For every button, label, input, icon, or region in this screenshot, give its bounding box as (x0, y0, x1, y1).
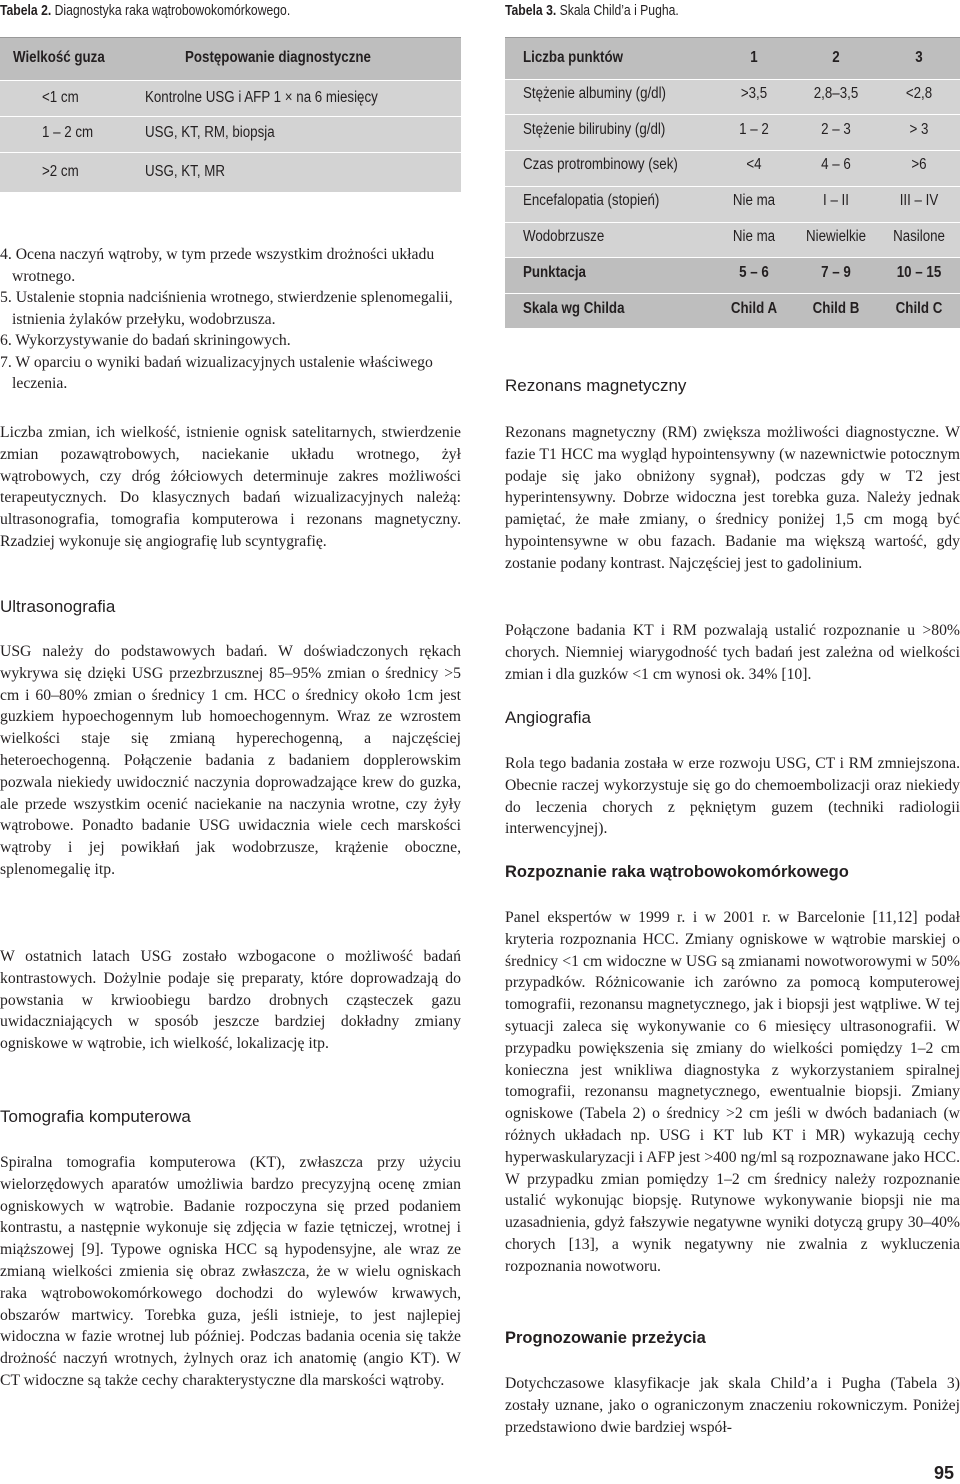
table2-header-procedure: Postępowanie diagnostyczne (185, 49, 371, 66)
heading-mri: Rezonans magnetyczny (505, 376, 687, 395)
table3-caption: Tabela 3. Skala Child’a i Pugha. (505, 3, 679, 19)
list-item: 6. Wykorzystywanie do badań skriningowych. (0, 332, 291, 349)
table3-cell: Niewielkie (805, 228, 867, 245)
table3-cell: Child B (812, 300, 860, 317)
table3-cell: 3 (915, 49, 923, 66)
table3-cell: Nie ma (732, 228, 776, 245)
heading-prognosis: Prognozowanie przeżycia (505, 1329, 706, 1347)
table3-cell: <2,8 (905, 85, 933, 102)
paragraph-mri-1: Rezonans magnetyczny (RM) zwiększa możliwości diagnostyczne. W fazie T1 HCC ma wygląd hypointensywny (w nazewnictwie potocznym podaje się jako obniżony sygnał), podczas gdy w T2 jest hyperintensywny. Dobrze widoczna jest torebka guza. Należy jednak pamiętać, że małe zmiany, o średnicy poniżej 1,5 cm mogą być hypointensywne w obu fazach. Badanie ma większą wartość, gdy zostanie podany kontrast. Najczęściej jest to gadolinium. (505, 424, 960, 572)
table2-cell: >2 cm (42, 163, 79, 180)
table3 (505, 37, 960, 328)
table3-cell: III – IV (899, 192, 939, 209)
table3-cell: >6 (911, 156, 927, 173)
table3-cell: >3,5 (740, 85, 768, 102)
list-item: 7. W oparciu o wyniki badań wizualizacyjnych ustalenie właściwego leczenia. (0, 353, 433, 392)
table3-cell: 2 (832, 49, 840, 66)
table3-cell: 2,8–3,5 (813, 85, 859, 102)
table2 (0, 37, 461, 192)
table3-cell: 1 (750, 49, 758, 66)
table3-cell: 10 – 15 (896, 264, 942, 281)
table2-cell: 1 – 2 cm (42, 124, 94, 141)
table3-row-label: Czas protrombinowy (sek) (523, 156, 678, 173)
heading-diagnosis: Rozpoznanie raka wątrobowokomórkowego (505, 863, 849, 881)
table2-cell: Kontrolne USG i AFP 1 × na 6 miesięcy (145, 89, 378, 106)
heading-computed-tomography: Tomografia komputerowa (0, 1107, 191, 1126)
table3-cell: Nasilone (893, 228, 945, 245)
paragraph-angiography: Rola tego badania została w erze rozwoju USG, CT i RM zmniejszona. Obecnie raczej wykorzystuje się go do chemoembolizacji oraz niekiedy do leczenia chorych z pękniętym guzem (techniki radiologii interwencyjnej). (505, 755, 960, 838)
table2-cell: USG, KT, RM, biopsja (145, 124, 275, 141)
paragraph-intro: Liczba zmian, ich wielkość, istnienie ognisk satelitarnych, stwierdzenie zmian pozawątrobowych, naciekanie układu wrotnego, żył wątrobowych, czy dróg żółciowych determinuje zakres możliwości terapeutycznych. Do klasycznych badań wizualizacyjnych należą: ultrasonografia, tomografia komputerowa i rezonans magnetyczny. Rzadziej wykonuje się angiografię lub scyntygrafię. (0, 424, 461, 550)
paragraph-diagnosis: Panel ekspertów w 1999 r. i w 2001 r. w Barcelonie [11,12] podał kryteria rozpoznania HCC. Zmiany ogniskowe w wątrobie marskiej o średnicy <1 cm widoczne w USG są zmianami nowotworowymi w 50% przypadków. Różnicowanie ich zarówno za pomocą komputerowej tomografii, rezonansu magnetycznego, jak i biopsji jest wątpliwe. W tej sytuacji zaleca się wykonywanie co 6 miesięcy ultrasonografii. W przypadku powiększenia się zmiany do wielkości pomiędzy 1–2 cm konieczna jest wnikliwa diagnostyka z wykorzystaniem spiralnej tomografii, rezonansu magnetycznego, ewentualnie biopsji. Zmiany ogniskowe (Tabela 2) o średnicy >2 cm jeśli w dwóch badaniach (w różnych układach np. USG i KT lub KT i MR) wykazują cechy hyperwaskularyzacji i AFP jest >400 ng/ml są rozpoznawane jako HCC. W przypadku zmian pomiędzy 1–2 cm średnicy należy rozpoznanie ustalić wykonując biopsję. Rutynowe wykonywanie biopsji nie ma uzasadnienia, gdyż fałszywie negatywne wyniki dotyczą grupy 30–40% chorych [13], a wynik negatywny nie zwalnia z wykluczenia rozpoznania nowotworu. (505, 909, 960, 1275)
table2-cell: <1 cm (42, 89, 79, 106)
list-item: 5. Ustalenie stopnia nadciśnienia wrotnego, stwierdzenie splenomegalii, istnienia żylaków przełyku, wodobrzusza. (0, 289, 453, 328)
paragraph-mri-2: Połączone badania KT i RM pozwalają ustalić rozpoznanie u >80% chorych. Niemniej wiarygodność tych badań jest zależna od wielkości zmian i dla guzków <1 cm wynosi ok. 34% [10]. (505, 622, 960, 683)
heading-angiography: Angiografia (505, 708, 592, 727)
table2-header-size: Wielkość guza (13, 49, 105, 66)
table3-cell: I – II (823, 192, 849, 209)
table3-cell: Child C (895, 300, 943, 317)
list-item: 4. Ocena naczyń wątroby, w tym przede wszystkim drożności układu wrotnego. (0, 246, 435, 285)
paragraph-prognosis: Dotychczasowe klasyfikacje jak skala Child’a i Pugha (Tabela 3) zostały uznane, jako o ograniczonym znaczeniu rokowniczym. Poniżej przedstawiono dwie bardziej współ- (505, 1375, 960, 1436)
table3-cell: > 3 (909, 121, 929, 138)
table3-row-label: Stężenie albuminy (g/dl) (523, 85, 667, 102)
table3-row-label: Skala wg Childa (523, 300, 625, 317)
table2-cell: USG, KT, MR (145, 163, 225, 180)
table3-cell: 1 – 2 (739, 121, 769, 138)
table3-cell: Child A (730, 300, 778, 317)
table3-cell: <4 (746, 156, 762, 173)
paragraph-usg-2: W ostatnich latach USG zostało wzbogacone o możliwość badań kontrastowych. Dożylnie podaje się preparaty, które doprowadzają do powstania w krwioobiegu bardzo drobnych cząsteczek gazu uwidaczniających w sposób jeszcze bardziej dokładny zmiany ogniskowe w wątrobie, ich wielkość, lokalizację itp. (0, 948, 461, 1053)
table3-cell: 7 – 9 (821, 264, 851, 281)
table3-cell: Nie ma (732, 192, 776, 209)
table2-caption: Tabela 2. Diagnostyka raka wątrobowokomórkowego. (0, 3, 291, 19)
paragraph-usg-1: USG należy do podstawowych badań. W doświadczonych rękach wykrywa się dzięki USG przezbrzusznej 85–95% zmian o średnicy >5 cm i 60–80% zmian o średnicy 1 cm. HCC o średnicy około 1cm jest guzkiem hypoechogennym lub homoechogennym. Wraz ze wzrostem wielkości staje się zmianą hyperechogenną, a najczęściej heteroechogenną. Połączenie badania z badaniem dopplerowskim pozwala niekiedy uwidocznić naczynia doprowadzające krew do guzka, ale przede wszystkim ocenić naciekanie na naczynia wrotne, czy żyły wątrobowe. Ponadto badanie USG uwidacznia wiele cech marskości wątroby i jej powikłań jak wodobrzusze, krążenie oboczne, splenomegalię itp. (0, 643, 461, 878)
table3-cell: 4 – 6 (821, 156, 851, 173)
page-number: 95 (934, 1463, 955, 1483)
table3-row-label: Encefalopatia (stopień) (523, 192, 660, 209)
table3-cell: 2 – 3 (821, 121, 851, 138)
paragraph-ct: Spiralna tomografia komputerowa (KT), zwłaszcza przy użyciu wielorzędowych aparatów umożliwia bardzo precyzyjną ocenę zmian ogniskowych w wątrobie. Badanie rozpoczyna się przed podaniem kontrastu, a następnie wykonuje się zdjęcia w fazie tętniczej, wrotnej i miąższowej [9]. Typowe ogniska HCC są hypodensyjne, ale wraz ze zmianą wielkości zmienia się obraz zwłaszcza, że w wielu ogniskach raka wątrobowokomórkowego dochodzi do wylewów krwawych, obszarów martwicy. Torebka guza, jeśli istnieje, to jest najlepiej widoczna w fazie wrotnej lub później. Podczas badania ocenia się także drożność naczyń wrotnych, żylnych oraz ich anatomię (angio KT). W CT widoczne są także cechy charakterystyczne dla marskości wątroby. (0, 1154, 461, 1389)
table3-cell: 5 – 6 (739, 264, 769, 281)
heading-ultrasonography: Ultrasonografia (0, 597, 116, 616)
table3-row-label: Punktacja (523, 264, 586, 281)
table3-row-label: Wodobrzusze (523, 228, 605, 245)
table3-row-label: Stężenie bilirubiny (g/dl) (523, 121, 666, 138)
table3-row-label: Liczba punktów (523, 49, 623, 66)
procedure-list (0, 244, 461, 395)
